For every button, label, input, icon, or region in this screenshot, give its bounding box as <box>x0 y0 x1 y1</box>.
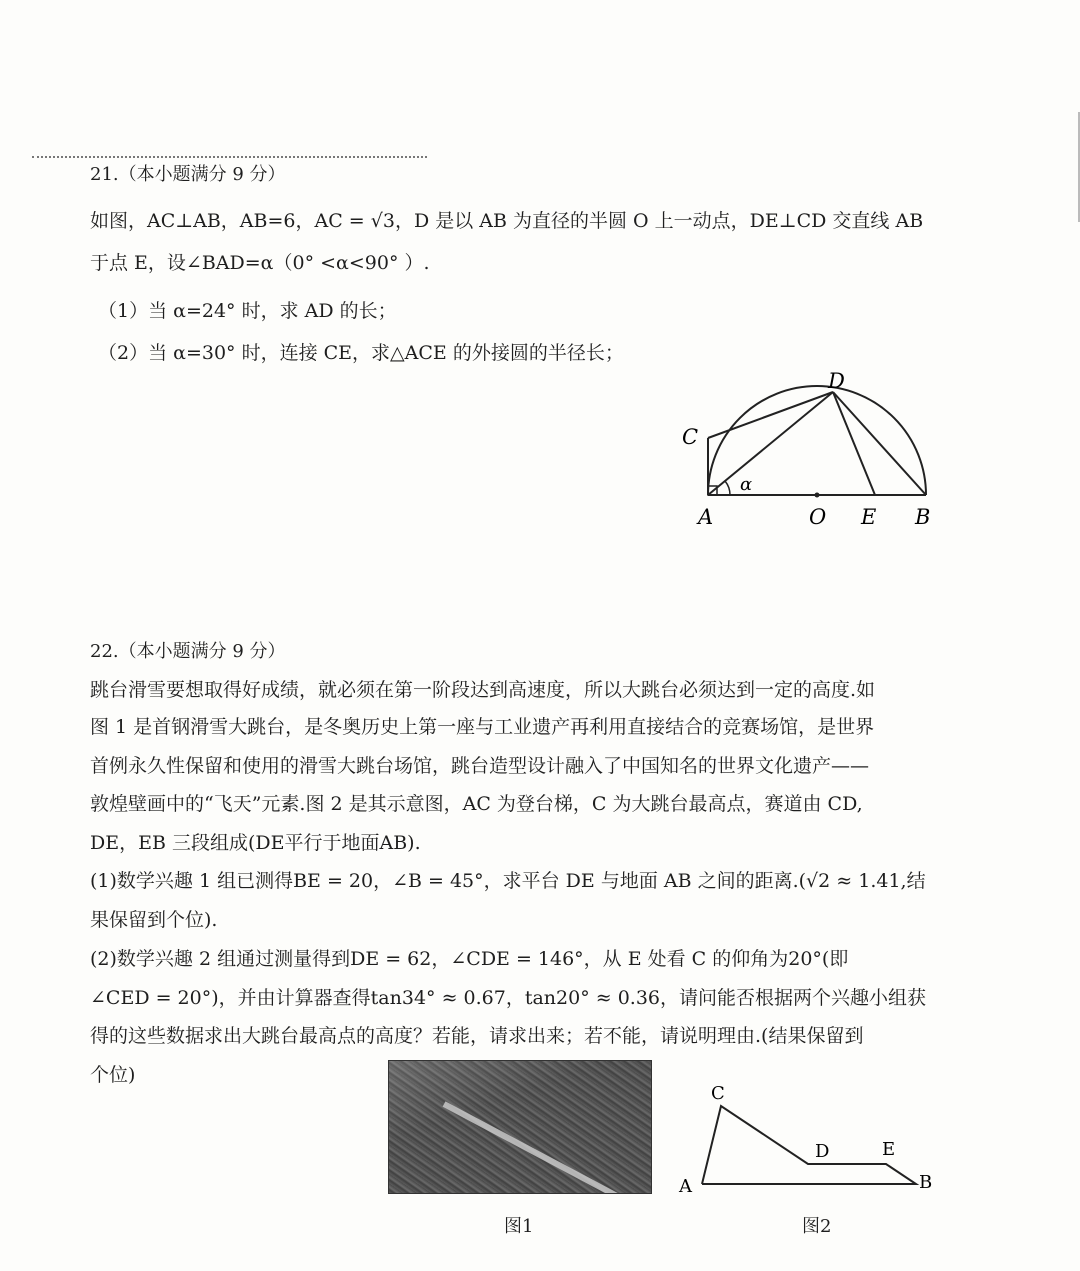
q22-line-5: (1)数学兴趣 1 组已测得BE = 20，∠B = 45°，求平台 DE 与地面 AB 之间的距离.(√2 ≈ 1.41,结 <box>90 870 926 892</box>
fig2-label-c: C <box>711 1083 725 1104</box>
label-d: D <box>828 369 845 393</box>
q22-line-4: DE，EB 三段组成(DE平行于地面AB). <box>90 832 421 854</box>
label-alpha: α <box>740 474 753 495</box>
q21-line2: 于点 E，设∠BAD=α（0° <α<90° ）. <box>90 252 430 274</box>
fig2-caption: 图2 <box>802 1216 832 1237</box>
q22-line-9: 得的这些数据求出大跳台最高点的高度？若能，请求出来；若不能，请说明理由.(结果保留到 <box>90 1025 864 1047</box>
label-o: O <box>809 505 827 529</box>
fig1-caption: 图1 <box>504 1216 534 1237</box>
page-edge-mark <box>1070 112 1080 222</box>
label-b: B <box>915 505 931 529</box>
q21-header: 21.（本小题满分 9 分） <box>90 164 286 185</box>
center-o-dot <box>815 493 820 498</box>
line-ad <box>708 392 833 495</box>
q22-header: 22.（本小题满分 9 分） <box>90 641 286 662</box>
q22-line-7: (2)数学兴趣 2 组通过测量得到DE = 62，∠CDE = 146°，从 E 处看 C 的仰角为20°(即 <box>90 948 849 970</box>
cut-line <box>32 156 427 158</box>
q21-figure <box>670 362 960 532</box>
label-e: E <box>861 505 877 529</box>
fig2-label-a: A <box>679 1176 692 1197</box>
q22-line-0: 跳台滑雪要想取得好成绩，就必须在第一阶段达到高速度，所以大跳台必须达到一定的高度.如 <box>90 679 876 701</box>
label-c: C <box>682 425 699 449</box>
q21-line1: 如图，AC⊥AB，AB=6，AC = √3，D 是以 AB 为直径的半圆 O 上一动点，DE⊥CD 交直线 AB <box>90 210 924 232</box>
q22-line-2: 首例永久性保留和使用的滑雪大跳台场馆，跳台造型设计融入了中国知名的世界文化遗产—— <box>90 755 870 777</box>
fig2-label-d: D <box>815 1141 830 1162</box>
q22-line-8: ∠CED = 20°)，并由计算器查得tan34° ≈ 0.67，tan20° ≈ 0.36，请问能否根据两个兴趣小组获 <box>90 987 927 1009</box>
label-a: A <box>698 505 714 529</box>
alpha-arc <box>725 481 730 495</box>
fig2-label-b: B <box>919 1172 933 1193</box>
q22-line-3: 敦煌壁画中的“飞天”元素.图 2 是其示意图，AC 为登台梯，C 为大跳台最高点，赛道由 CD, <box>90 793 863 815</box>
q22-figure2 <box>676 1078 936 1198</box>
q22-line-1: 图 1 是首钢滑雪大跳台，是冬奥历史上第一座与工业遗产再利用直接结合的竞赛场馆，是世界 <box>90 716 875 738</box>
line-de <box>833 392 875 495</box>
fig2-label-e: E <box>882 1139 896 1160</box>
q22-line-10: 个位) <box>90 1064 136 1086</box>
photo-slope-mark <box>443 1101 622 1194</box>
q21-part2: （2）当 α=30° 时，连接 CE，求△ACE 的外接圆的半径长； <box>98 342 624 364</box>
q22-line-6: 果保留到个位). <box>90 909 218 931</box>
ski-jump-photo <box>388 1060 652 1194</box>
line-cd <box>708 392 833 438</box>
q21-part1: （1）当 α=24° 时，求 AD 的长； <box>98 300 397 322</box>
